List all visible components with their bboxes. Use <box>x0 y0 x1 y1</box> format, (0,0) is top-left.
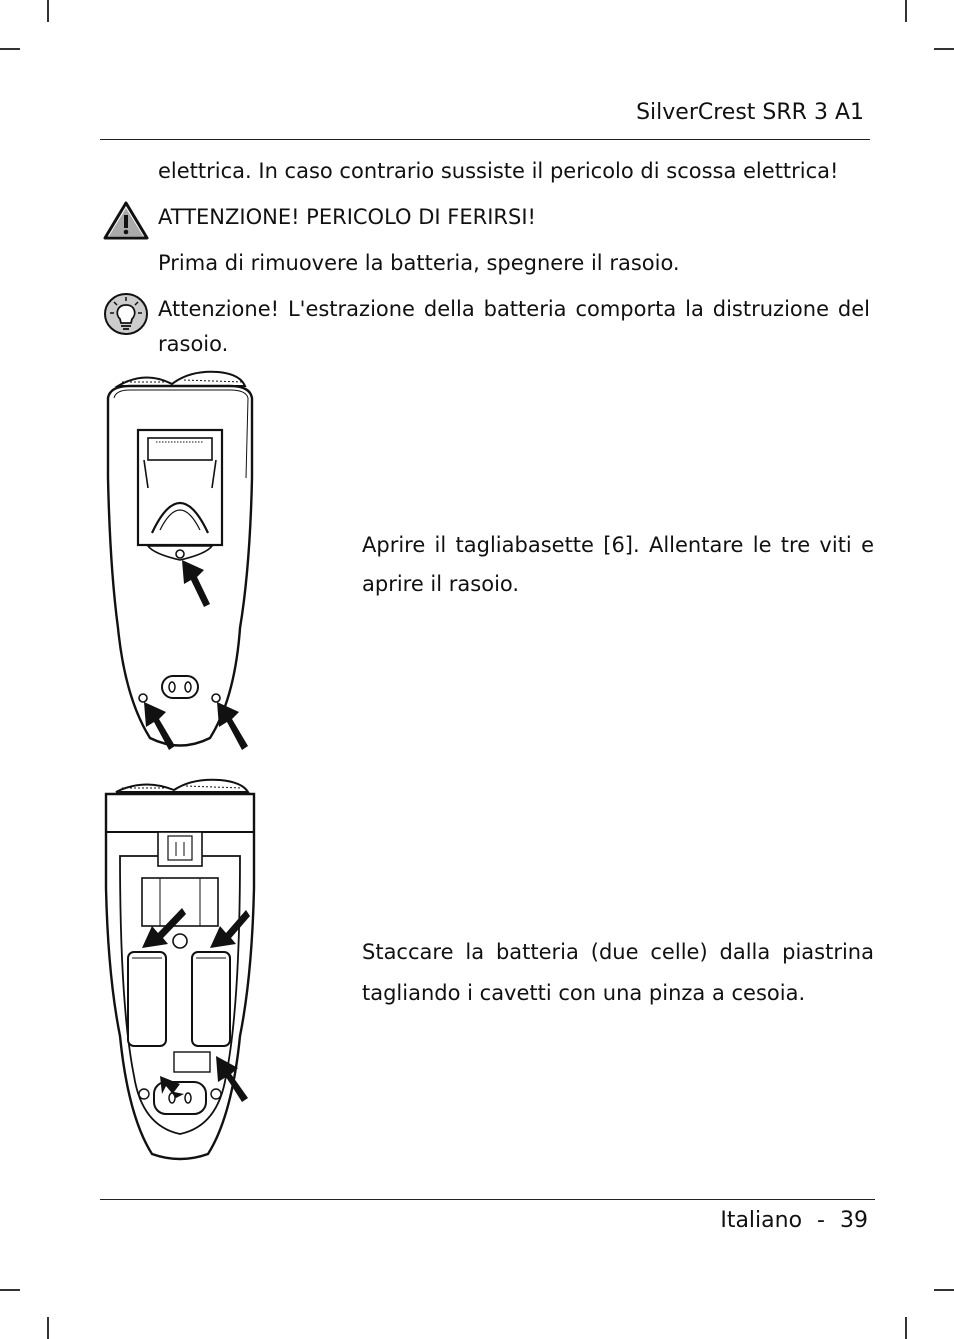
crop-mark <box>47 1317 49 1339</box>
lightbulb-icon <box>103 292 149 336</box>
warning-triangle-icon <box>103 200 149 240</box>
shaver-screws-figure <box>100 368 260 753</box>
warning-title: ATTENZIONE! PERICOLO DI FERIRSI! <box>158 205 536 229</box>
footer-rule <box>100 1199 875 1200</box>
page-footer <box>720 1208 868 1233</box>
page-number: 39 <box>840 1208 868 1233</box>
footer-separator: - <box>817 1208 825 1233</box>
crop-mark <box>0 1289 20 1291</box>
crop-mark <box>0 48 20 50</box>
step2-text: Staccare la batteria (due celle) dalla piastrina tagliando i cavetti con una pinza a cesoia. <box>362 940 874 1005</box>
warning-text: Prima di rimuovere la batteria, spegnere il rasoio. <box>158 251 680 275</box>
crop-mark <box>905 0 907 22</box>
shaver-battery-figure <box>100 776 260 1161</box>
header-rule <box>100 139 870 140</box>
crop-mark <box>934 1289 954 1291</box>
header-title: SilverCrest SRR 3 A1 <box>636 100 864 125</box>
step1-text: Aprire il tagliabasette [6]. Allentare le tre viti e aprire il rasoio. <box>362 533 874 596</box>
footer-language: Italiano <box>720 1208 803 1233</box>
continuation-text: elettrica. In caso contrario sussiste il pericolo di scossa elettrica! <box>158 159 839 183</box>
note-text: Attenzione! L'estrazione della batteria comporta la distruzione del rasoio. <box>158 297 870 356</box>
crop-mark <box>905 1317 907 1339</box>
crop-mark <box>934 48 954 50</box>
crop-mark <box>47 0 49 22</box>
